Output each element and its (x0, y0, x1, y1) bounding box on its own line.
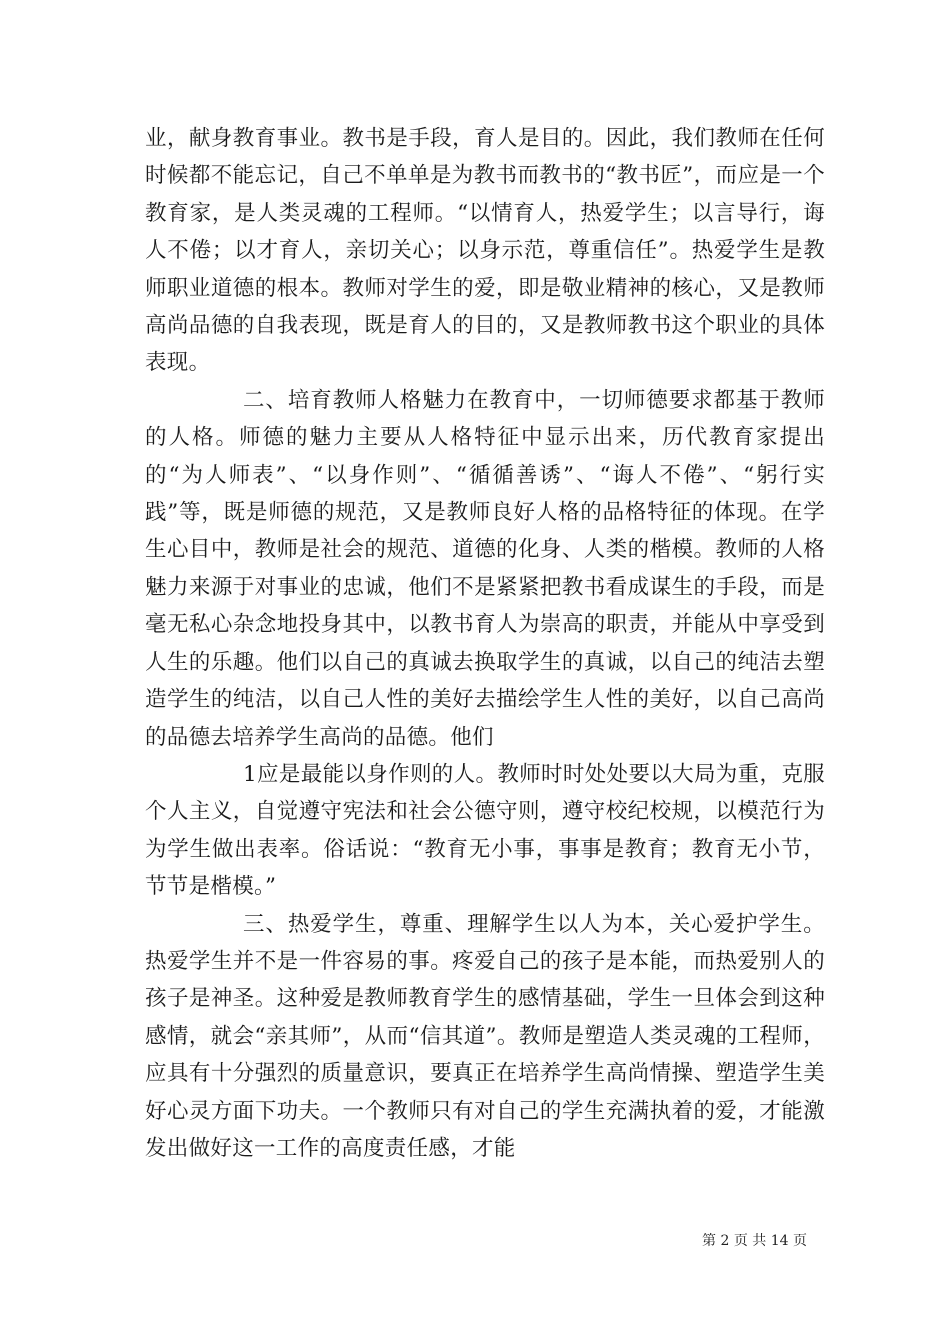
document-body (145, 120, 825, 1167)
paragraph-section-three: 三、热爱学生，尊重、理解学生以人为本，关心爱护学生。热爱学生并不是一件容易的事。疼爱自己的孩子是本能，而热爱别人的孩子是神圣。这种爱是教师教育学生的感情基础，学生一旦体会到这种感情，就会“亲其师”，从而“信其道”。教师是塑造人类灵魂的工程师，应具有十分强烈的质量意识，要真正在培养学生高尚情操、塑造学生美好心灵方面下功夫。一个教师只有对自己的学生充满执着的爱，才能激发出做好这一工作的高度责任感，才能 (145, 911, 825, 1161)
paragraph-section-two: 二、培育教师人格魅力在教育中，一切师德要求都基于教师的人格。师德的魅力主要从人格特征中显示出来，历代教育家提出的“为人师表”、“以身作则”、“循循善诱”、“诲人不倦”、“躬行实践”等，既是师德的规范，又是教师良好人格的品格特征的体现。在学生心目中，教师是社会的规范、道德的化身、人类的楷模。教师的人格魅力来源于对事业的忠诚，他们不是紧紧把教书看成谋生的手段，而是毫无私心杂念地投身其中，以教书育人为崇高的职责，并能从中享受到人生的乐趣。他们以自己的真诚去换取学生的真诚，以自己的纯洁去塑造学生的纯洁，以自己人性的美好去描绘学生人性的美好，以自己高尚的品德去培养学生高尚的品德。他们 (145, 387, 825, 750)
page-number: 第 2 页 共 14 页 (702, 1233, 807, 1249)
paragraph-continuation: 业，献身教育事业。教书是手段，育人是目的。因此，我们教师在任何时候都不能忘记，自己不单单是为教书而教书的“教书匠”，而应是一个教育家，是人类灵魂的工程师。“以情育人，热爱学生；以言导行，诲人不倦；以才育人，亲切关心；以身示范，尊重信任”。热爱学生是教师职业道德的根本。教师对学生的爱，即是敬业精神的核心，又是教师高尚品德的自我表现，既是育人的目的，又是教师教书这个职业的具体表现。 (145, 126, 825, 376)
paragraph-lead-by-example: 1应是最能以身作则的人。教师时时处处要以大局为重，克服个人主义，自觉遵守宪法和社会公德守则，遵守校纪校规，以模范行为为学生做出表率。俗话说：“教育无小事，事事是教育；教育无小节，节节是楷模。” (145, 761, 825, 900)
page-footer (0, 1230, 950, 1250)
